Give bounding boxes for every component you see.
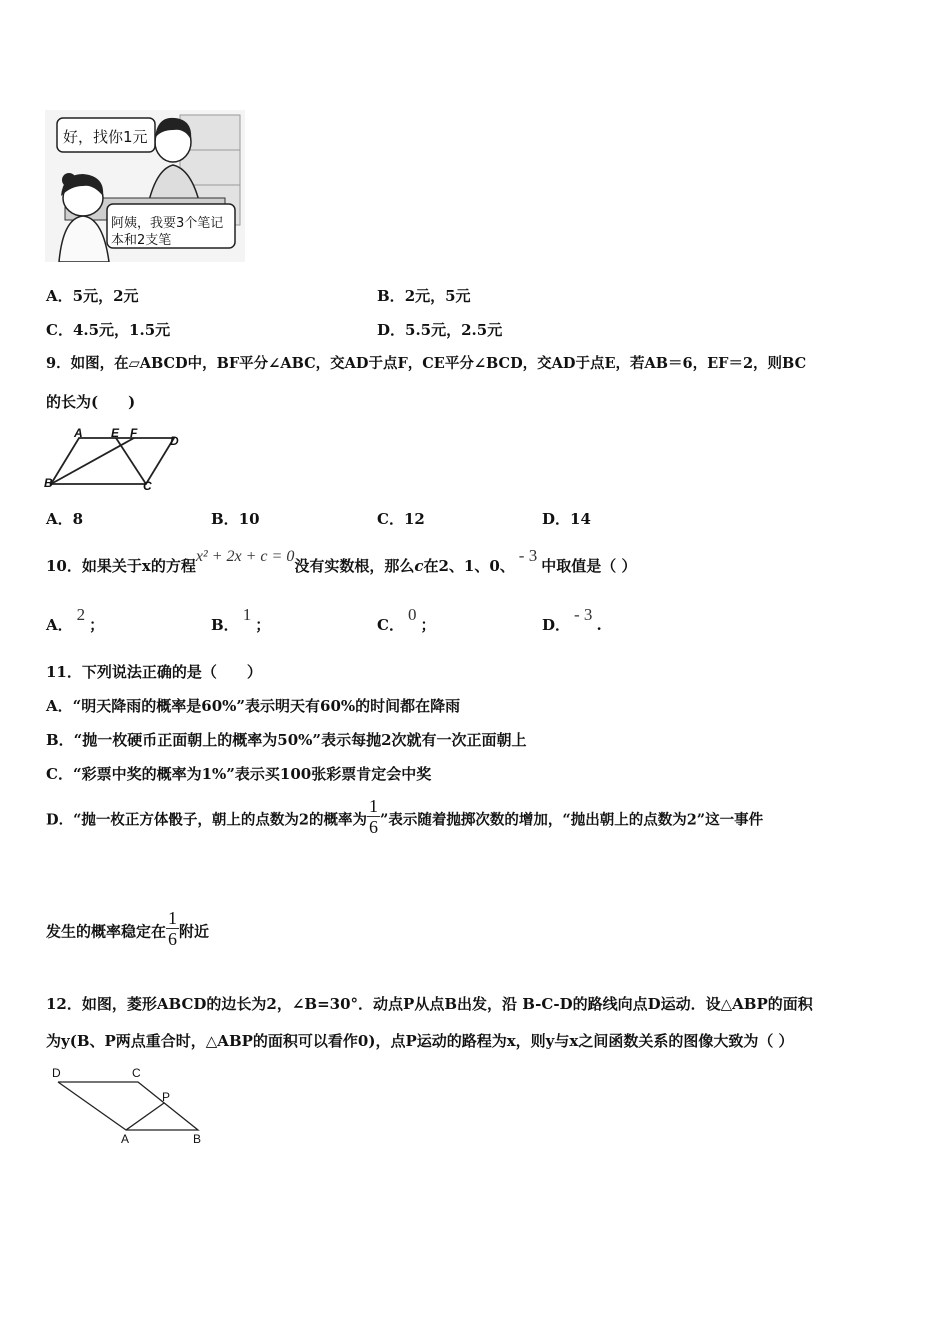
q8-option-a-text: 5元，2元 (72, 287, 139, 305)
q9-option-a-text: 8 (72, 510, 84, 528)
q9-option-b (211, 509, 260, 529)
q10-option-c-letter: C． (377, 616, 404, 634)
cartoon-illustration (45, 110, 245, 262)
q10-option-b-end: ； (255, 616, 271, 634)
q9-option-d-text: 14 (570, 510, 591, 528)
q10-option-c-value: 0 (407, 605, 417, 624)
q9-stem-line-1: 9．如图，在▱ABCD中，BF平分∠ABC，交AD于点F，CE平分∠BCD，交AD于点E，若AB＝6，EF＝2，则BC (46, 355, 807, 372)
q10-option-a-value: 2 (76, 605, 86, 624)
q10-stem-part-4: 中取值是（ ） (541, 557, 637, 575)
q12-stem-line-1: 12．如图，菱形ABCD的边长为2，∠B=30°．动点P从点B出发，沿 B-C-D的路线向点D运动．设△ABP的面积 (46, 995, 813, 1013)
q10-option-b (211, 605, 271, 635)
q8-option-b-text: 2元，5元 (404, 287, 471, 305)
q9-label-d: D (170, 434, 179, 448)
q9-option-b-text: 10 (238, 510, 260, 528)
q8-option-c-text: 4.5元，1.5元 (72, 321, 171, 339)
q9-option-d (542, 509, 591, 529)
q10-stem (46, 546, 637, 577)
q8-option-a (46, 286, 139, 306)
q10-neg-three: - 3 (518, 546, 538, 565)
q12-stem-line-2: 为y(B、P两点重合时，△ABP的面积可以看作0)，点P运动的路程为x，则y与x之间函数关系的图像大致为（ ） (46, 1032, 794, 1050)
q11-fraction-numerator: 1 (369, 796, 379, 816)
q12-label-a: A (121, 1132, 130, 1146)
q10-equation: x² + 2x + c = 0 (195, 548, 295, 565)
q10-option-a (46, 605, 105, 635)
q11-fraction-2-numerator: 1 (168, 908, 178, 928)
q10-var-c: c (414, 557, 424, 575)
q10-option-c (377, 605, 436, 635)
q8-option-a-letter: A． (46, 287, 73, 305)
q11-option-d-line2-part-2: 附近 (179, 922, 210, 941)
q10-option-a-letter: A． (46, 616, 73, 634)
girl-speech-line-2: 本和2支笔 (111, 233, 172, 248)
q11-option-d-part-2: ”表示随着抛掷次数的增加，“抛出朝上的点数为2”这一事件 (380, 811, 764, 829)
q8-option-d (377, 320, 502, 340)
q11-stem: 11．下列说法正确的是（ ） (46, 663, 262, 681)
q9-label-c: C (143, 479, 152, 493)
q10-option-a-end: ； (89, 616, 105, 634)
q11-option-d-line2-part-1: 发生的概率稳定在 (46, 922, 167, 941)
q9-option-c (377, 509, 425, 529)
q11-fraction-one-sixth (367, 796, 380, 837)
q11-option-d-line-1 (46, 796, 764, 841)
q12-label-p: P (162, 1090, 171, 1104)
q12-label-c: C (132, 1066, 141, 1080)
q8-option-b-letter: B． (377, 287, 405, 305)
q11-option-c: C．“彩票中奖的概率为1%”表示买100张彩票肯定会中奖 (46, 765, 432, 783)
q9-option-d-letter: D． (542, 510, 571, 528)
q10-option-b-letter: B． (211, 616, 239, 634)
q8-option-c (46, 320, 170, 340)
q9-option-c-text: 12 (403, 510, 425, 528)
q10-stem-part-2: 没有实数根，那么 (294, 557, 415, 575)
q11-fraction-2-denominator: 6 (168, 929, 178, 949)
q12-label-b: B (193, 1132, 202, 1146)
q12-label-d: D (52, 1066, 61, 1080)
q10-option-d (542, 605, 602, 635)
girl-speech-line-1: 阿姨，我要3个笔记 (111, 216, 224, 231)
q11-fraction-one-sixth-2 (166, 908, 179, 949)
clerk-speech-text: 好，找你1元 (63, 128, 148, 146)
q9-label-a: A (74, 426, 83, 440)
q9-label-f: F (130, 426, 138, 440)
q9-option-b-letter: B． (211, 510, 239, 528)
q8-option-d-text: 5.5元，2.5元 (405, 321, 503, 339)
q11-option-d-part-1: D．“抛一枚正方体骰子，朝上的点数为2的概率为 (46, 811, 368, 829)
q12-rhombus-figure (48, 1066, 218, 1150)
q11-fraction-denominator: 6 (369, 817, 379, 837)
q9-option-c-letter: C． (377, 510, 404, 528)
q10-option-d-letter: D． (542, 616, 571, 634)
q9-label-e: E (111, 426, 120, 440)
q10-option-b-value: 1 (242, 605, 252, 624)
q11-option-d-line-2 (46, 908, 210, 953)
q10-option-c-end: ； (420, 616, 436, 634)
q9-option-a-letter: A． (46, 510, 73, 528)
q8-option-c-letter: C． (46, 321, 73, 339)
q11-option-a: A．“明天降雨的概率是60%”表示明天有60%的时间都在降雨 (46, 697, 461, 715)
q10-option-d-value: - 3 (574, 605, 593, 624)
q10-stem-part-1: 10．如果关于x的方程 (46, 557, 196, 575)
q10-stem-part-3: 在2、1、0、 (423, 557, 515, 575)
q9-option-a (46, 509, 83, 529)
q11-option-b: B．“抛一枚硬币正面朝上的概率为50%”表示每抛2次就有一次正面朝上 (46, 731, 527, 749)
q9-stem-line-2: 的长为( ) (46, 393, 136, 411)
q9-label-b: B (44, 476, 53, 490)
q8-option-b (377, 286, 471, 306)
q8-option-d-letter: D． (377, 321, 406, 339)
q10-option-d-end: . (596, 616, 602, 634)
q9-parallelogram-figure (44, 426, 194, 498)
